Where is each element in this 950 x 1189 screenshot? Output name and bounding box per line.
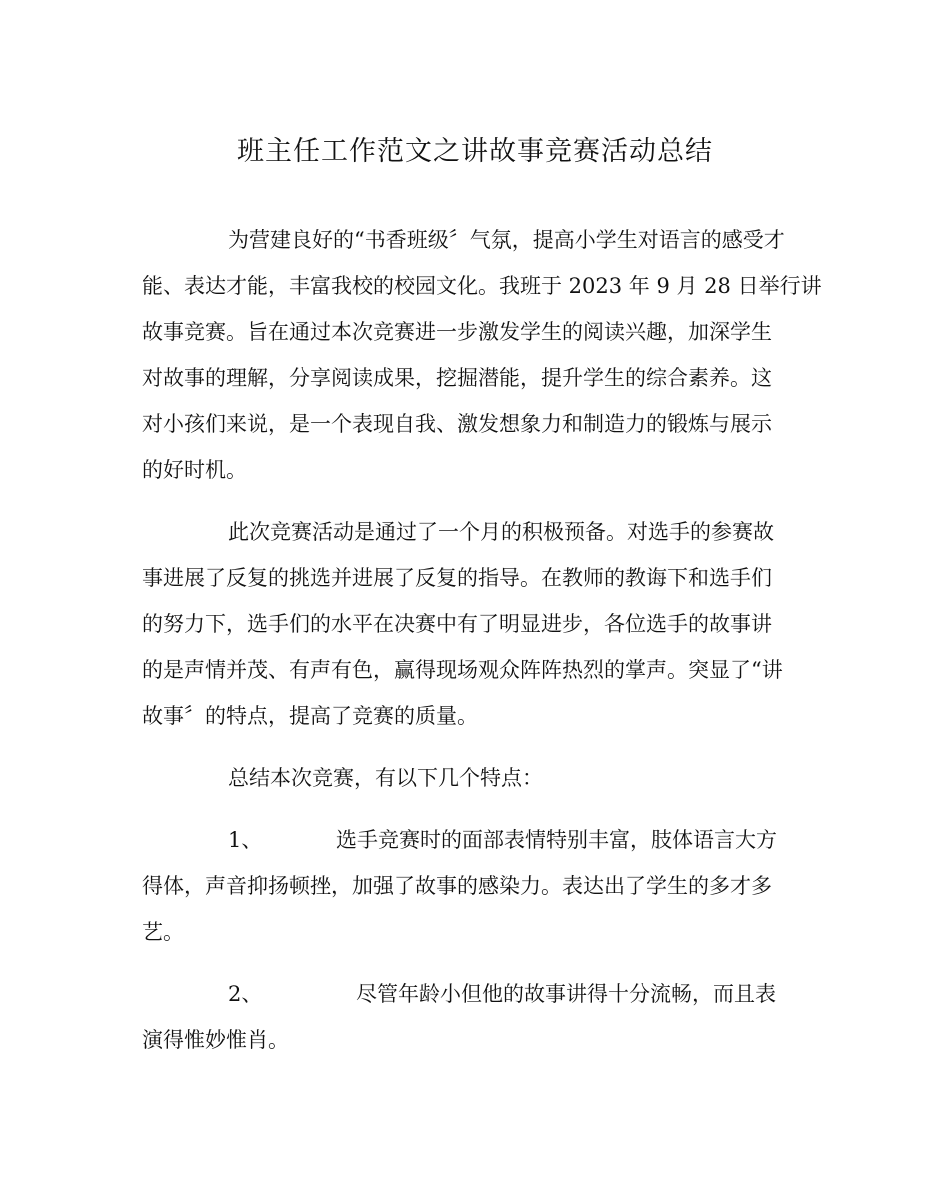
- list-item-number: 2、: [228, 982, 263, 1006]
- list-item-first-line: [142, 817, 812, 863]
- paragraph-summary: [142, 755, 812, 801]
- list-item: [142, 817, 812, 955]
- paragraph-preparation: [142, 509, 812, 739]
- document-body: [142, 217, 822, 1063]
- list-item-line: 得体，声音抑扬顿挫，加强了故事的感染力。表达出了学生的多才多: [142, 874, 772, 898]
- paragraph-intro: [142, 217, 822, 493]
- list-item-number: 1、: [228, 828, 263, 852]
- list-item-line: 艺。: [142, 920, 184, 944]
- paragraph-line: 事进展了反复的挑选并进展了反复的指导。在教师的教诲下和选手们: [142, 566, 772, 590]
- document-title: 班主任工作范文之讲故事竞赛活动总结: [237, 136, 713, 167]
- paragraph-line: 为营建良好的“书香班级〞气氛，提高小学生对语言的感受才: [228, 228, 785, 252]
- paragraph-line: 能、表达才能，丰富我校的校园文化。我班于 2023 年 9 月 28 日举行讲: [142, 274, 822, 298]
- list-item-first-line: [142, 971, 812, 1017]
- paragraph-line: 的是声情并茂、有声有色，赢得现场观众阵阵热烈的掌声。突显了“讲: [142, 658, 783, 682]
- paragraph-line: 总结本次竞赛，有以下几个特点：: [228, 766, 543, 790]
- list-item-text: 尽管年龄小但他的故事讲得十分流畅，而且表: [356, 982, 776, 1006]
- paragraph-line: 对故事的理解，分享阅读成果，挖掘潜能，提升学生的综合素养。这: [142, 366, 772, 390]
- list-item: [142, 971, 812, 1063]
- list-item-line: 演得惟妙惟肖。: [142, 1028, 289, 1052]
- paragraph-line: 故事〞的特点，提高了竞赛的质量。: [142, 704, 478, 728]
- paragraph-line: 对小孩们来说，是一个表现自我、激发想象力和制造力的锻炼与展示: [142, 412, 772, 436]
- paragraph-line: 的好时机。: [142, 458, 247, 482]
- paragraph-line: 此次竞赛活动是通过了一个月的积极预备。对选手的参赛故: [228, 520, 774, 544]
- list-item-text: 选手竞赛时的面部表情特别丰富，肢体语言大方: [336, 828, 777, 852]
- paragraph-line: 故事竞赛。旨在通过本次竞赛进一步激发学生的阅读兴趣，加深学生: [142, 320, 772, 344]
- paragraph-line: 的努力下，选手们的水平在决赛中有了明显进步，各位选手的故事讲: [142, 612, 772, 636]
